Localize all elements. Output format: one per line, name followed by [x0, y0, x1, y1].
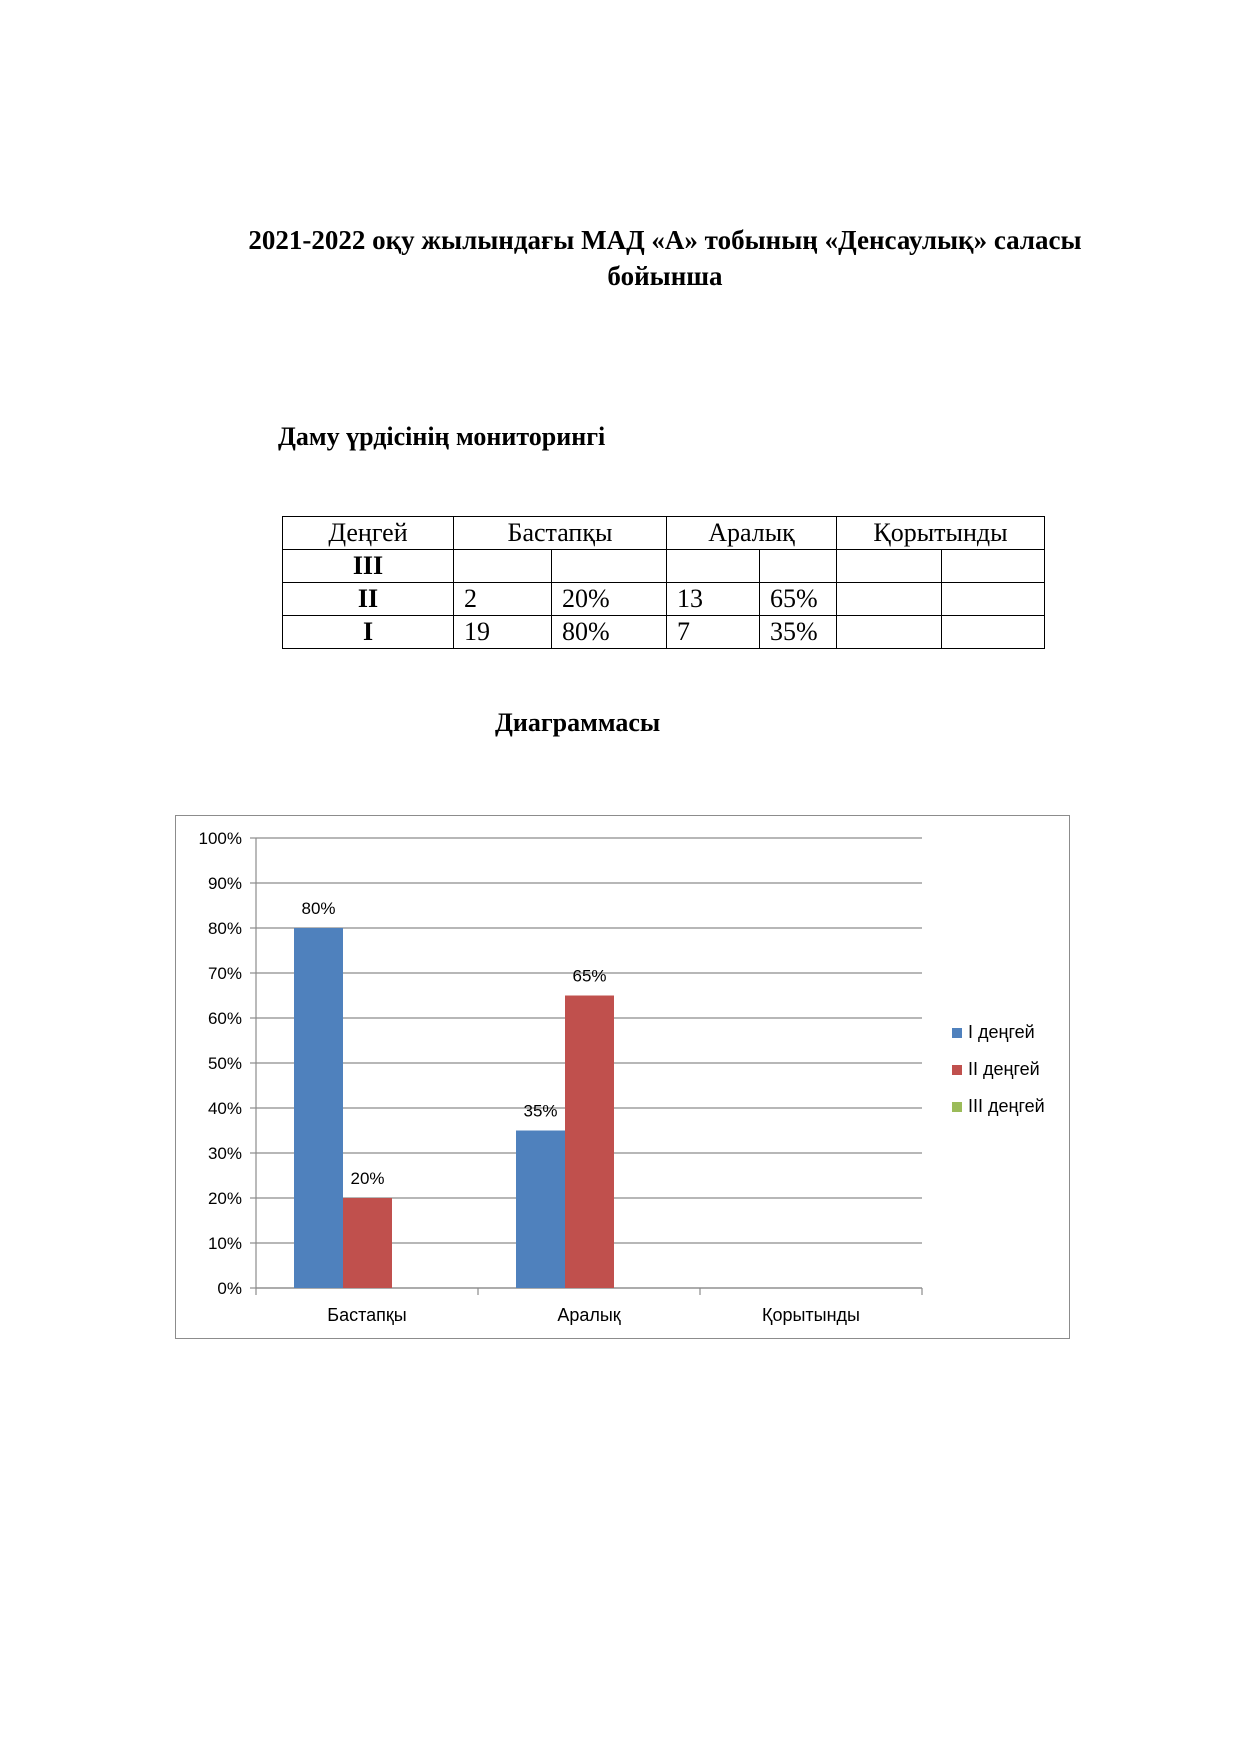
monitoring-subtitle: Даму үрдісінің мониторингі [278, 422, 606, 451]
table-cell [942, 550, 1045, 583]
table-cell: 19 [454, 616, 552, 649]
x-tick-label: Бастапқы [327, 1305, 407, 1325]
table-cell [942, 583, 1045, 616]
table-row [283, 550, 1045, 583]
x-tick-label: Аралық [557, 1305, 621, 1325]
document-title: 2021-2022 оқу жылындағы МАД «А» тобының «Денсаулық» саласы бойынша [248, 225, 1082, 291]
x-tick-label: Қорытынды [761, 1305, 861, 1325]
y-tick-label: 30% [207, 1144, 242, 1163]
header-final: Қорытынды [837, 517, 1045, 550]
legend-entry: I деңгей [968, 1022, 1035, 1042]
y-tick-label: 40% [207, 1099, 242, 1118]
table-cell [454, 550, 552, 583]
y-tick-label: 0% [217, 1279, 242, 1298]
table-cell: 20% [552, 583, 667, 616]
header-level: Деңгей [283, 517, 454, 550]
chart-svg [176, 816, 1069, 1338]
y-tick-label: 80% [207, 919, 242, 938]
table-cell: 80% [552, 616, 667, 649]
monitoring-table [282, 516, 1045, 649]
table-cell: 65% [760, 583, 837, 616]
legend-swatch [952, 1102, 962, 1112]
header-intermediate: Аралық [667, 517, 837, 550]
data-label: 20% [350, 1169, 385, 1188]
table-cell [552, 550, 667, 583]
data-label: 35% [523, 1101, 558, 1121]
diagram-heading: Диаграммасы [495, 708, 661, 737]
legend-swatch [952, 1028, 962, 1038]
table-row [283, 616, 1045, 649]
y-tick-label: 100% [198, 829, 242, 848]
y-tick-label: 60% [207, 1009, 242, 1028]
table-row [283, 583, 1045, 616]
bar-chart [175, 815, 1070, 1339]
y-tick-label: 10% [207, 1234, 242, 1253]
table-cell: 7 [667, 616, 760, 649]
table-cell [837, 616, 942, 649]
table-cell: 13 [667, 583, 760, 616]
table-cell [667, 550, 760, 583]
bar [294, 928, 343, 1288]
y-tick-label: 90% [207, 874, 242, 893]
data-label: 80% [301, 899, 336, 918]
level-cell: III [283, 550, 454, 583]
y-tick-label: 70% [207, 964, 242, 983]
header-initial: Бастапқы [454, 517, 667, 550]
table-cell [760, 550, 837, 583]
level-cell: I [283, 616, 454, 649]
data-label: 65% [572, 966, 607, 986]
bar [565, 996, 614, 1289]
y-tick-label: 20% [207, 1189, 242, 1208]
table-header-row [283, 517, 1045, 550]
table-cell: 35% [760, 616, 837, 649]
level-cell: II [283, 583, 454, 616]
bar [343, 1198, 392, 1288]
legend-entry: II деңгей [968, 1059, 1040, 1079]
table-cell: 2 [454, 583, 552, 616]
legend-swatch [952, 1065, 962, 1075]
table-cell [837, 550, 942, 583]
table-cell [942, 616, 1045, 649]
y-tick-label: 50% [207, 1054, 242, 1073]
bar [516, 1131, 565, 1289]
legend-entry: III деңгей [968, 1096, 1045, 1116]
table-cell [837, 583, 942, 616]
